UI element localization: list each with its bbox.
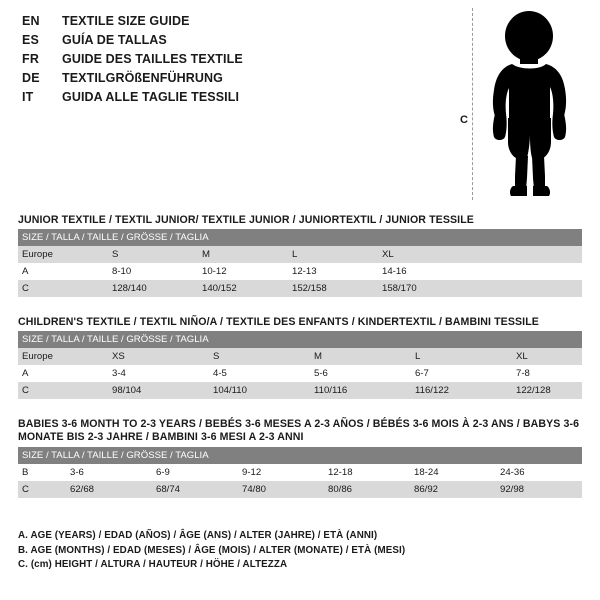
cell: 24-36 — [496, 464, 582, 481]
cell: 9-12 — [238, 464, 324, 481]
row-label: C — [18, 481, 66, 498]
table-row — [18, 365, 582, 382]
cell: 6-7 — [411, 365, 512, 382]
row-label: B — [18, 464, 66, 481]
language-title: GUIDE DES TAILLES TEXTILE — [62, 52, 243, 66]
section-children — [18, 316, 582, 399]
table-header-label: SIZE / TALLA / TAILLE / GRÖSSE / TAGLIA — [18, 331, 582, 348]
footnote-b: B. AGE (MONTHS) / EDAD (MESES) / ÂGE (MOIS) / ALTER (MONATE) / ETÀ (MESI) — [18, 544, 406, 556]
row-label: Europe — [18, 348, 108, 365]
section-title: JUNIOR TEXTILE / TEXTIL JUNIOR/ TEXTILE JUNIOR / JUNIORTEXTIL / JUNIOR TESSILE — [18, 214, 474, 226]
cell: 62/68 — [66, 481, 152, 498]
section-title: CHILDREN'S TEXTILE / TEXTIL NIÑO/A / TEXTILE DES ENFANTS / KINDERTEXTIL / BAMBINI TESSILE — [18, 316, 539, 328]
section-junior — [18, 214, 582, 297]
cell: 12-13 — [288, 263, 378, 280]
table-row — [18, 382, 582, 399]
toddler-silhouette-icon — [480, 10, 580, 200]
cell: 3-4 — [108, 365, 209, 382]
language-code: ES — [22, 33, 40, 47]
table-row — [18, 246, 582, 263]
cell: 116/122 — [411, 382, 512, 399]
language-row — [22, 14, 422, 33]
cell: 12-18 — [324, 464, 410, 481]
cell: 8-10 — [108, 263, 198, 280]
cell: XS — [108, 348, 209, 365]
footnote-a: A. AGE (YEARS) / EDAD (AÑOS) / ÂGE (ANS) / ALTER (JAHRE) / ETÀ (ANNI) — [18, 530, 378, 541]
figure-area — [450, 8, 590, 203]
language-row — [22, 71, 422, 90]
table-row — [18, 481, 582, 498]
cell: 3-6 — [66, 464, 152, 481]
cell: 110/116 — [310, 382, 411, 399]
junior-size-table — [18, 229, 582, 297]
table-header-row — [18, 229, 582, 246]
table-header-label: SIZE / TALLA / TAILLE / GRÖSSE / TAGLIA — [18, 447, 582, 464]
cell: S — [209, 348, 310, 365]
section-title: BABIES 3-6 MONTH TO 2-3 YEARS / BEBÉS 3-6 MESES A 2-3 AÑOS / BÉBÉS 3-6 MOIS À 2-3 ANS / BABYS 3-6 MONATE BIS 2-3 JAHRE / BAMBINI 3-6 MESI A 2-3 ANNI — [18, 418, 580, 443]
cell: 140/152 — [198, 280, 288, 297]
height-measure-line — [472, 8, 473, 200]
language-row — [22, 33, 422, 52]
cell: 128/140 — [108, 280, 198, 297]
row-label: C — [18, 382, 108, 399]
language-code: DE — [22, 71, 40, 85]
footnotes — [18, 529, 578, 573]
cell: XL — [512, 348, 582, 365]
cell: S — [108, 246, 198, 263]
babies-size-table — [18, 447, 582, 498]
cell: 104/110 — [209, 382, 310, 399]
language-title: TEXTILE SIZE GUIDE — [62, 14, 190, 28]
language-header — [22, 14, 422, 109]
cell: 74/80 — [238, 481, 324, 498]
language-row — [22, 90, 422, 109]
row-label: A — [18, 263, 108, 280]
cell: 80/86 — [324, 481, 410, 498]
cell: M — [310, 348, 411, 365]
table-header-label: SIZE / TALLA / TAILLE / GRÖSSE / TAGLIA — [18, 229, 582, 246]
cell: 158/170 — [378, 280, 582, 297]
row-label: C — [18, 280, 108, 297]
cell: L — [288, 246, 378, 263]
cell: 86/92 — [410, 481, 496, 498]
cell: 10-12 — [198, 263, 288, 280]
language-code: FR — [22, 52, 40, 66]
table-row — [18, 464, 582, 481]
cell: 5-6 — [310, 365, 411, 382]
height-measure-label: C — [460, 114, 468, 126]
cell: 14-16 — [378, 263, 582, 280]
footnote-c: C. (cm) HEIGHT / ALTURA / HAUTEUR / HÖHE / ALTEZZA — [18, 559, 288, 570]
cell: 6-9 — [152, 464, 238, 481]
cell: 18-24 — [410, 464, 496, 481]
children-size-table — [18, 331, 582, 399]
cell: 122/128 — [512, 382, 582, 399]
table-row — [18, 280, 582, 297]
table-row — [18, 263, 582, 280]
cell: M — [198, 246, 288, 263]
table-header-row — [18, 331, 582, 348]
cell: 98/104 — [108, 382, 209, 399]
row-label: A — [18, 365, 108, 382]
cell: L — [411, 348, 512, 365]
language-title: GUÍA DE TALLAS — [62, 33, 167, 47]
language-code: EN — [22, 14, 40, 28]
cell: 92/98 — [496, 481, 582, 498]
row-label: Europe — [18, 246, 108, 263]
language-row — [22, 52, 422, 71]
cell: 152/158 — [288, 280, 378, 297]
table-row — [18, 348, 582, 365]
cell: 4-5 — [209, 365, 310, 382]
cell: XL — [378, 246, 582, 263]
section-babies — [18, 418, 582, 498]
language-code: IT — [22, 90, 34, 104]
cell: 7-8 — [512, 365, 582, 382]
table-header-row — [18, 447, 582, 464]
language-title: TEXTILGRÖßENFÜHRUNG — [62, 71, 223, 85]
language-title: GUIDA ALLE TAGLIE TESSILI — [62, 90, 240, 104]
cell: 68/74 — [152, 481, 238, 498]
